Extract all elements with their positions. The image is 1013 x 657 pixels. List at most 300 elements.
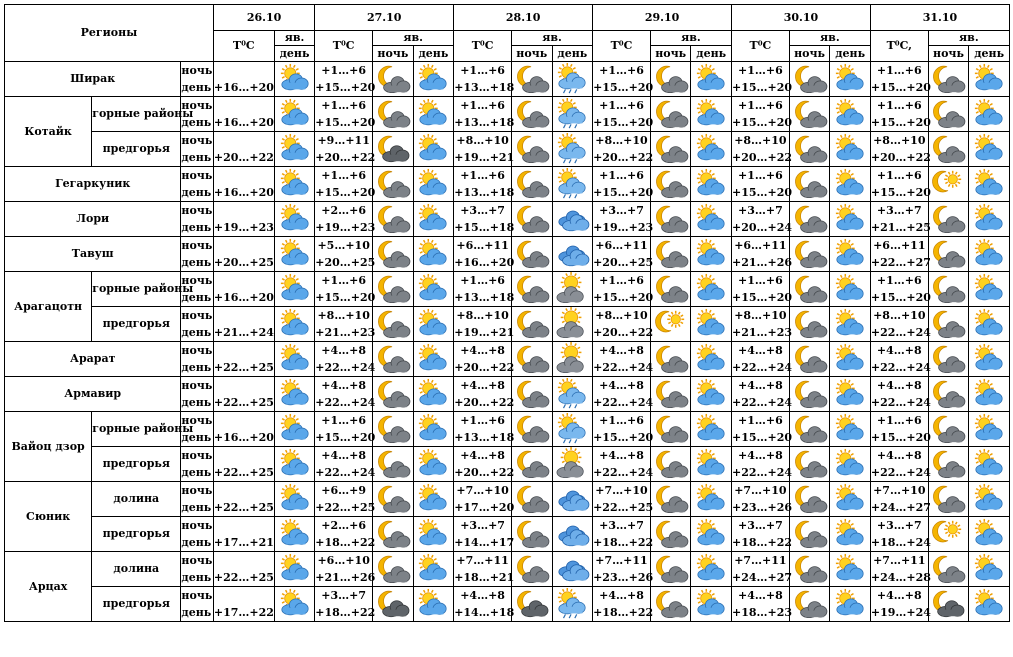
table-row <box>5 447 1010 482</box>
temp-range <box>315 167 376 202</box>
night-weather-icon <box>650 342 691 377</box>
temp-range <box>315 447 376 482</box>
sun-cloud-icon <box>417 413 449 445</box>
night-day-labels <box>181 272 213 307</box>
night-temp: +1…+6 <box>876 169 922 182</box>
night-label: ночь <box>181 414 213 427</box>
day-weather-icon <box>413 517 454 552</box>
night-weather-icon <box>373 202 414 237</box>
moon-cloud-icon <box>794 63 826 95</box>
day-weather-icon <box>969 307 1010 342</box>
temp-range <box>315 377 376 412</box>
day-temp: +15…+20 <box>593 186 654 199</box>
day-weather-icon <box>413 412 454 447</box>
sun-cloud-dark-icon <box>556 273 588 305</box>
night-temp: +8…+10 <box>734 134 787 147</box>
night-weather-icon <box>511 62 552 97</box>
night-weather-icon <box>373 447 414 482</box>
sun-cloud-icon <box>417 133 449 165</box>
day-weather-icon <box>413 587 454 622</box>
night-weather-icon <box>511 167 552 202</box>
day-weather-icon <box>969 167 1010 202</box>
day-temp: +18…+22 <box>593 536 654 549</box>
night-temp: +1…+6 <box>460 169 505 182</box>
moon-cloud-icon <box>377 413 409 445</box>
temp-range <box>593 167 654 202</box>
temp-range <box>454 482 515 517</box>
day-weather-icon <box>830 552 871 587</box>
weather-icon <box>274 517 315 552</box>
night-temp: +1…+6 <box>599 64 644 77</box>
temp-range <box>732 272 793 307</box>
day-weather-icon <box>552 342 593 377</box>
day-temp: +21…+26 <box>315 571 376 584</box>
day-temp: +20…+22 <box>454 361 515 374</box>
day-temp: +22…+24 <box>315 361 376 374</box>
day-temp: +13…+18 <box>454 186 515 199</box>
sun-cloud-dark-icon <box>556 308 588 340</box>
night-label: ночь <box>181 239 213 252</box>
sun-cloud-icon <box>279 588 311 620</box>
night-weather-icon <box>650 307 691 342</box>
day-label: день <box>181 116 212 129</box>
night-temp: +7…+10 <box>873 484 926 497</box>
temp-range <box>870 552 931 587</box>
moon-cloud-icon <box>794 98 826 130</box>
night-weather-icon <box>789 237 830 272</box>
sun-cloud-icon <box>973 553 1005 585</box>
night-temp <box>214 307 274 324</box>
sun-cloud-icon <box>279 63 311 95</box>
day-temp: +16…+20 <box>213 81 274 94</box>
moon-cloud-icon <box>516 168 548 200</box>
temp-range <box>213 412 274 447</box>
night-weather-icon <box>928 412 969 447</box>
night-temp: +4…+8 <box>599 379 644 392</box>
night-temp <box>214 482 274 499</box>
day-weather-icon <box>413 552 454 587</box>
night-weather-icon <box>511 97 552 132</box>
region-name: Гегаркуник <box>5 167 181 202</box>
sun-cloud-icon <box>417 448 449 480</box>
night-temp <box>214 167 274 184</box>
night-temp: +4…+8 <box>460 589 505 602</box>
night-label: ночь <box>181 379 213 392</box>
night-temp: +4…+8 <box>321 449 367 462</box>
moon-cloud-icon <box>655 238 687 270</box>
night-weather-icon <box>928 447 969 482</box>
day-temp: +19…+24 <box>870 606 931 619</box>
temp-range <box>593 62 654 97</box>
cloud-rain-icon <box>556 553 588 585</box>
day-temp: +21…+25 <box>870 221 931 234</box>
day-temp: +22…+25 <box>213 396 274 409</box>
day-weather-icon <box>969 482 1010 517</box>
table-row <box>5 62 1010 97</box>
night-temp: +4…+8 <box>738 449 783 462</box>
forecast-table <box>4 4 1010 622</box>
day-temp: +15…+20 <box>315 291 376 304</box>
date-header-5: 30.10 <box>732 5 871 31</box>
night-temp: +3…+7 <box>738 519 783 532</box>
temp-range <box>454 167 515 202</box>
temp-range <box>732 482 793 517</box>
day-temp: +19…+21 <box>454 326 515 339</box>
day-weather-icon <box>552 482 593 517</box>
night-day-labels <box>181 412 213 447</box>
sun-cloud-icon <box>834 98 866 130</box>
night-temp: +3…+7 <box>876 519 922 532</box>
night-temp <box>214 342 274 359</box>
night-weather-icon <box>789 552 830 587</box>
temp-range <box>454 307 515 342</box>
temp-range <box>732 62 793 97</box>
day-temp: +14…+17 <box>454 536 515 549</box>
table-row <box>5 132 1010 167</box>
temp-range <box>593 132 654 167</box>
day-weather-icon <box>691 552 732 587</box>
night-temp: +6…+10 <box>317 554 370 567</box>
moon-cloud-icon <box>655 343 687 375</box>
night-temp <box>214 377 274 394</box>
night-weather-icon <box>373 482 414 517</box>
moon-cloud-icon <box>932 203 964 235</box>
moon-cloud-icon <box>516 343 548 375</box>
night-subheader: ночь <box>511 46 552 62</box>
temp-range <box>454 447 515 482</box>
day-temp: +21…+26 <box>732 256 793 269</box>
night-label: ночь <box>181 519 213 532</box>
day-weather-icon <box>830 517 871 552</box>
night-temp <box>214 412 274 429</box>
day-temp: +17…+22 <box>213 606 274 619</box>
region-name: Армавир <box>5 377 181 412</box>
day-temp: +23…+26 <box>732 501 793 514</box>
night-weather-icon <box>789 377 830 412</box>
temp-range <box>315 237 376 272</box>
temp-range <box>454 412 515 447</box>
temp-range <box>870 202 931 237</box>
day-temp: +20…+22 <box>213 151 274 164</box>
moon-cloud-icon <box>794 413 826 445</box>
moon-cloud-dark-icon <box>377 588 409 620</box>
sun-cloud-rain-icon <box>556 133 588 165</box>
night-weather-icon <box>789 482 830 517</box>
temp-range <box>454 342 515 377</box>
sun-cloud-icon <box>695 63 727 95</box>
day-weather-icon <box>691 377 732 412</box>
moon-cloud-icon <box>377 273 409 305</box>
temp-range <box>870 517 931 552</box>
temp-range <box>315 62 376 97</box>
temp-range <box>315 412 376 447</box>
temp-range <box>213 517 274 552</box>
day-temp: +24…+27 <box>870 501 931 514</box>
moon-cloud-icon <box>932 63 964 95</box>
day-temp: +16…+20 <box>213 431 274 444</box>
night-weather-icon <box>373 342 414 377</box>
night-subheader: ночь <box>650 46 691 62</box>
day-weather-icon <box>413 132 454 167</box>
day-subheader: день <box>552 46 593 62</box>
moon-sun-icon <box>655 308 687 340</box>
sun-cloud-icon <box>834 63 866 95</box>
night-temp: +4…+8 <box>599 589 644 602</box>
day-weather-icon <box>969 62 1010 97</box>
moon-cloud-icon <box>932 273 964 305</box>
temp-range <box>870 62 931 97</box>
night-temp: +6…+11 <box>734 239 787 252</box>
weather-icon <box>274 412 315 447</box>
night-label: ночь <box>181 449 213 462</box>
day-weather-icon <box>552 167 593 202</box>
sun-cloud-icon <box>973 273 1005 305</box>
night-weather-icon <box>373 587 414 622</box>
day-weather-icon <box>413 167 454 202</box>
sun-cloud-icon <box>834 203 866 235</box>
sun-cloud-icon <box>279 133 311 165</box>
night-weather-icon <box>650 587 691 622</box>
sun-cloud-icon <box>695 413 727 445</box>
temp-range <box>593 587 654 622</box>
day-temp: +16…+20 <box>213 116 274 129</box>
temp-range <box>593 482 654 517</box>
day-temp: +14…+18 <box>454 606 515 619</box>
night-weather-icon <box>928 237 969 272</box>
table-row <box>5 412 1010 447</box>
day-temp: +18…+23 <box>732 606 793 619</box>
moon-cloud-icon <box>377 553 409 585</box>
temp-range <box>315 132 376 167</box>
table-row <box>5 342 1010 377</box>
sun-cloud-icon <box>973 518 1005 550</box>
subregion-name: предгорья <box>92 447 181 482</box>
day-temp: +15…+20 <box>732 431 793 444</box>
sun-cloud-icon <box>417 518 449 550</box>
day-temp: +24…+28 <box>870 571 931 584</box>
night-weather-icon <box>373 552 414 587</box>
temp-range <box>454 377 515 412</box>
day-label: день <box>181 396 212 409</box>
moon-cloud-icon <box>794 553 826 585</box>
night-weather-icon <box>373 272 414 307</box>
day-weather-icon <box>413 97 454 132</box>
night-temp <box>214 132 274 149</box>
day-label: день <box>181 571 212 584</box>
temp-range <box>593 97 654 132</box>
sun-cloud-icon <box>834 588 866 620</box>
region-name: Ширак <box>5 62 181 97</box>
day-weather-icon <box>830 167 871 202</box>
day-weather-icon <box>830 482 871 517</box>
day-temp: +22…+25 <box>213 466 274 479</box>
sun-cloud-rain-icon <box>556 168 588 200</box>
date-header-4: 29.10 <box>593 5 732 31</box>
night-temp: +3…+7 <box>460 519 505 532</box>
day-weather-icon <box>830 97 871 132</box>
night-label: ночь <box>181 64 213 77</box>
table-row <box>5 517 1010 552</box>
subregion-name: предгорья <box>92 587 181 622</box>
day-temp: +15…+20 <box>315 116 376 129</box>
night-weather-icon <box>928 202 969 237</box>
night-weather-icon <box>789 272 830 307</box>
day-weather-icon <box>413 237 454 272</box>
temp-range <box>213 552 274 587</box>
night-temp: +4…+8 <box>599 344 644 357</box>
moon-cloud-icon <box>794 133 826 165</box>
night-temp <box>214 517 274 534</box>
night-temp: +1…+6 <box>321 64 367 77</box>
day-temp: +15…+20 <box>870 186 931 199</box>
region-name: Тавуш <box>5 237 181 272</box>
day-weather-icon <box>830 412 871 447</box>
sun-cloud-icon <box>279 308 311 340</box>
day-temp: +13…+18 <box>454 291 515 304</box>
temp-range <box>593 517 654 552</box>
temp-range <box>870 132 931 167</box>
moon-sun-icon <box>932 168 964 200</box>
sun-cloud-icon <box>973 448 1005 480</box>
moon-cloud-dark-icon <box>516 588 548 620</box>
night-temp <box>214 202 274 219</box>
day-weather-icon <box>552 237 593 272</box>
moon-cloud-dark-icon <box>932 588 964 620</box>
moon-cloud-icon <box>794 518 826 550</box>
temp-range <box>732 237 793 272</box>
day-temp: +20…+22 <box>732 151 793 164</box>
day-weather-icon <box>830 272 871 307</box>
night-weather-icon <box>511 132 552 167</box>
day-temp: +24…+27 <box>732 571 793 584</box>
night-temp <box>214 447 274 464</box>
day-temp: +20…+25 <box>315 256 376 269</box>
night-temp: +3…+7 <box>876 204 922 217</box>
moon-cloud-icon <box>655 168 687 200</box>
sun-cloud-icon <box>834 168 866 200</box>
forecast-body <box>5 62 1010 622</box>
day-temp: +13…+18 <box>454 116 515 129</box>
moon-cloud-icon <box>516 483 548 515</box>
day-subheader: день <box>830 46 871 62</box>
temp-header: T⁰C, <box>870 31 928 62</box>
day-temp: +20…+24 <box>732 221 793 234</box>
temp-range <box>732 132 793 167</box>
night-temp: +9…+11 <box>317 134 370 147</box>
temp-range <box>213 377 274 412</box>
sun-cloud-icon <box>417 588 449 620</box>
day-temp: +15…+20 <box>732 81 793 94</box>
moon-cloud-icon <box>794 203 826 235</box>
moon-cloud-icon <box>655 133 687 165</box>
moon-cloud-icon <box>932 133 964 165</box>
moon-cloud-icon <box>932 308 964 340</box>
day-temp: +20…+22 <box>593 326 654 339</box>
moon-cloud-icon <box>932 413 964 445</box>
day-subheader: день <box>413 46 454 62</box>
day-weather-icon <box>691 307 732 342</box>
temp-range <box>454 552 515 587</box>
temp-range <box>315 342 376 377</box>
day-temp: +15…+18 <box>454 221 515 234</box>
day-weather-icon <box>691 132 732 167</box>
moon-cloud-icon <box>655 448 687 480</box>
night-temp: +8…+10 <box>595 309 648 322</box>
weather-icon <box>274 552 315 587</box>
day-weather-icon <box>413 482 454 517</box>
sun-cloud-icon <box>417 483 449 515</box>
temp-header: T⁰C <box>593 31 651 62</box>
night-temp: +1…+6 <box>321 274 367 287</box>
day-subheader: день <box>969 46 1010 62</box>
night-temp: +7…+11 <box>734 554 787 567</box>
night-temp: +1…+6 <box>738 274 783 287</box>
night-temp: +3…+7 <box>599 204 644 217</box>
night-weather-icon <box>373 517 414 552</box>
day-temp: +21…+24 <box>213 326 274 339</box>
moon-cloud-icon <box>655 553 687 585</box>
temp-range <box>593 377 654 412</box>
day-temp: +22…+24 <box>870 361 931 374</box>
day-temp: +22…+27 <box>870 256 931 269</box>
night-day-labels <box>181 237 213 272</box>
day-temp: +20…+22 <box>593 151 654 164</box>
moon-cloud-icon <box>516 518 548 550</box>
sun-cloud-icon <box>834 448 866 480</box>
night-temp: +7…+11 <box>873 554 926 567</box>
sun-cloud-icon <box>834 413 866 445</box>
night-day-labels <box>181 97 213 132</box>
temp-header: T⁰C <box>454 31 512 62</box>
night-temp: +1…+6 <box>876 274 922 287</box>
sun-cloud-icon <box>279 203 311 235</box>
moon-cloud-dark-icon <box>377 133 409 165</box>
sun-cloud-icon <box>417 343 449 375</box>
temp-range <box>732 412 793 447</box>
sun-cloud-icon <box>417 273 449 305</box>
moon-cloud-icon <box>516 63 548 95</box>
night-weather-icon <box>373 377 414 412</box>
sun-cloud-icon <box>973 483 1005 515</box>
day-temp: +19…+23 <box>593 221 654 234</box>
day-weather-icon <box>969 412 1010 447</box>
temp-header: T⁰C <box>315 31 373 62</box>
day-weather-icon <box>691 167 732 202</box>
night-weather-icon <box>650 517 691 552</box>
night-temp: +7…+11 <box>456 554 509 567</box>
subregion-name: горные районы <box>92 97 181 132</box>
day-weather-icon <box>552 517 593 552</box>
day-weather-icon <box>830 132 871 167</box>
sun-cloud-icon <box>279 518 311 550</box>
day-temp: +16…+20 <box>213 291 274 304</box>
temp-range <box>593 447 654 482</box>
day-label: день <box>181 466 212 479</box>
day-temp: +15…+20 <box>732 291 793 304</box>
night-weather-icon <box>650 482 691 517</box>
moon-cloud-icon <box>655 483 687 515</box>
sun-cloud-icon <box>695 238 727 270</box>
day-temp: +22…+24 <box>593 466 654 479</box>
sun-cloud-icon <box>834 483 866 515</box>
night-temp: +1…+6 <box>321 99 367 112</box>
day-temp: +19…+23 <box>213 221 274 234</box>
sun-cloud-icon <box>973 133 1005 165</box>
night-weather-icon <box>789 97 830 132</box>
temp-range <box>593 342 654 377</box>
moon-cloud-icon <box>794 308 826 340</box>
table-row <box>5 272 1010 307</box>
